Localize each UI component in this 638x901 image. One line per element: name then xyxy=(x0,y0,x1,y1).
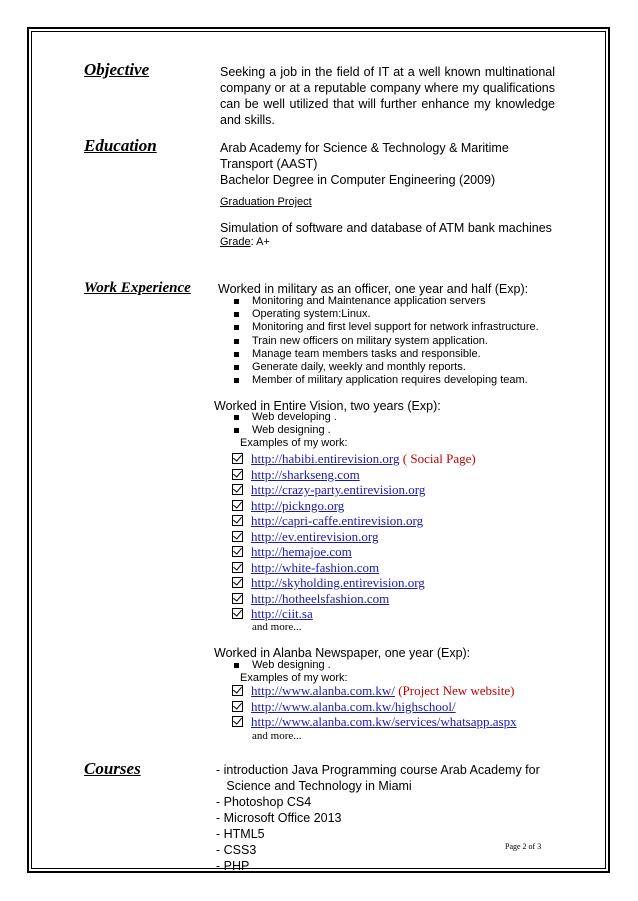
portfolio-link[interactable]: http://crazy-party.entirevision.org xyxy=(251,482,426,497)
checkbox-checked-icon xyxy=(232,685,243,696)
checkbox-checked-icon xyxy=(232,593,243,604)
portfolio-link[interactable]: http://pickngo.org xyxy=(251,497,345,513)
checkbox-checked-icon xyxy=(232,562,243,573)
portfolio-link[interactable]: http://www.alanba.com.kw/highschool/ xyxy=(251,698,456,714)
list-item xyxy=(232,529,476,545)
portfolio-link[interactable]: http://habibi.entirevision.org xyxy=(251,451,400,466)
checkbox-checked-icon xyxy=(232,531,243,542)
job1-title: Worked in military as an officer, one year and half (Exp): xyxy=(218,282,529,296)
job2-title: Worked in Entire Vision, two years (Exp): xyxy=(214,399,441,413)
grade-line xyxy=(220,235,270,249)
list-item: Web developing . xyxy=(232,411,337,424)
portfolio-link[interactable]: http://hotheelsfashion.com xyxy=(251,590,390,606)
list-item: - introduction Java Programming course Arab Academy for xyxy=(216,763,540,777)
list-item xyxy=(232,544,476,560)
list-item xyxy=(232,513,476,529)
list-item xyxy=(232,451,476,467)
checkbox-checked-icon xyxy=(232,484,243,495)
job2-bullets xyxy=(232,411,337,437)
grade-value: : A+ xyxy=(250,236,270,248)
list-item xyxy=(232,591,476,607)
list-item xyxy=(232,683,517,699)
job2-links xyxy=(232,451,476,622)
list-item xyxy=(232,575,476,591)
checkbox-checked-icon xyxy=(232,701,243,712)
list-item: Generate daily, weekly and monthly reports. xyxy=(232,361,539,374)
list-item: - CSS3 xyxy=(216,843,257,857)
page-number: Page 2 of 3 xyxy=(505,842,542,851)
portfolio-link[interactable]: http://capri-caffe.entirevision.org xyxy=(251,513,424,528)
list-item: Monitoring and Maintenance application servers xyxy=(232,295,539,308)
education-line-2: Transport (AAST) xyxy=(220,157,318,171)
list-item: Science and Technology in Miami xyxy=(216,779,412,793)
portfolio-link[interactable]: http://hemajoe.com xyxy=(251,544,352,559)
checkbox-checked-icon xyxy=(232,608,243,619)
list-item xyxy=(232,498,476,514)
checkbox-checked-icon xyxy=(232,546,243,557)
portfolio-link[interactable]: http://ciit.sa xyxy=(251,606,313,621)
objective-text: Seeking a job in the field of IT at a well known multinational company or at a reputable company where my qualifications can be well utilized that will further enhance my knowledge and skills. xyxy=(220,65,555,127)
checkbox-checked-icon xyxy=(232,453,243,464)
education-heading: Education xyxy=(84,136,157,155)
list-item: - PHP xyxy=(216,859,250,873)
portfolio-link[interactable]: http://white-fashion.com xyxy=(251,559,380,575)
list-item: Train new officers on military system application. xyxy=(232,335,539,348)
list-item: Operating system:Linux. xyxy=(232,308,539,321)
list-item xyxy=(232,560,476,576)
education-line-1: Arab Academy for Science & Technology & Maritime xyxy=(220,141,509,155)
job2-and-more: and more... xyxy=(252,621,302,633)
page-border-inner xyxy=(31,31,606,869)
list-item: Monitoring and first level support for network infrastructure. xyxy=(232,321,539,334)
portfolio-link[interactable]: http://www.alanba.com.kw/ xyxy=(251,683,395,698)
checkbox-checked-icon xyxy=(232,500,243,511)
portfolio-link[interactable]: http://skyholding.entirevision.org xyxy=(251,575,425,590)
list-item xyxy=(232,606,476,622)
list-item xyxy=(232,699,517,715)
portfolio-link[interactable]: http://www.alanba.com.kw/services/whatsapp.aspx xyxy=(251,714,517,729)
list-item: Manage team members tasks and responsible. xyxy=(232,348,539,361)
courses-heading: Courses xyxy=(84,759,141,778)
job3-links xyxy=(232,683,517,730)
list-item: - Photoshop CS4 xyxy=(216,795,312,809)
graduation-project-text: Simulation of software and database of ATM bank machines xyxy=(220,221,552,235)
list-item: - Microsoft Office 2013 xyxy=(216,811,342,825)
job2-examples-label: Examples of my work: xyxy=(240,437,348,449)
link-note: (Project New website) xyxy=(394,683,515,698)
checkbox-checked-icon xyxy=(232,577,243,588)
list-item xyxy=(232,467,476,483)
work-experience-heading: Work Experience xyxy=(84,280,191,296)
portfolio-link[interactable]: http://ev.entirevision.org xyxy=(251,528,379,544)
job1-bullets xyxy=(232,295,539,387)
checkbox-checked-icon xyxy=(232,515,243,526)
link-note: ( Social Page) xyxy=(399,451,476,466)
portfolio-link[interactable]: http://sharkseng.com xyxy=(251,466,360,482)
education-line-3: Bachelor Degree in Computer Engineering (2009) xyxy=(220,173,496,187)
job3-and-more: and more... xyxy=(252,730,302,742)
list-item: Web designing . xyxy=(232,659,331,672)
objective-heading: Objective xyxy=(84,60,150,79)
job3-title: Worked in Alanba Newspaper, one year (Exp): xyxy=(214,646,471,660)
graduation-project-heading: Graduation Project xyxy=(220,196,312,208)
grade-label: Grade xyxy=(220,236,251,248)
list-item: - HTML5 xyxy=(216,827,265,841)
list-item: Web designing . xyxy=(232,424,337,437)
list-item xyxy=(232,714,517,730)
courses-list xyxy=(216,762,540,874)
checkbox-checked-icon xyxy=(232,716,243,727)
list-item xyxy=(232,482,476,498)
checkbox-checked-icon xyxy=(232,469,243,480)
job3-examples-label: Examples of my work: xyxy=(240,672,348,684)
list-item: Member of military application requires developing team. xyxy=(232,374,539,387)
